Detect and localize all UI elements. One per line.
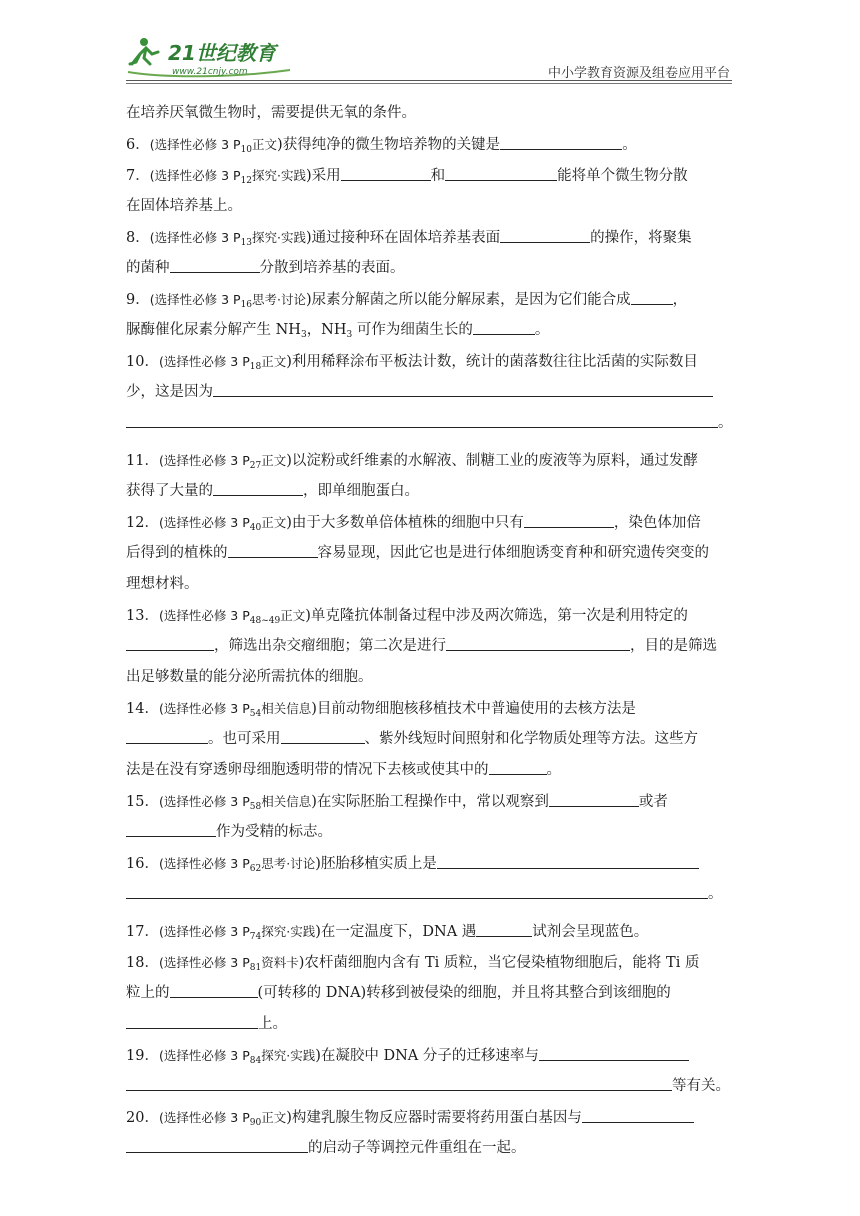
- question-13: 13．(选择性必修 3 $P_{48\sim 49}$正文)单克隆抗体制备过程中涉及两次筛选，第一次是利用特定的: [126, 608, 688, 626]
- question-14: 14．(选择性必修 3 $P_{54}$相关信息)目前动物细胞核移植技术中普遍使用的去核方法是: [126, 701, 636, 719]
- answer-blank[interactable]: [524, 513, 614, 528]
- answer-blank[interactable]: [631, 290, 673, 305]
- question-16: 16．(选择性必修 3 $P_{62}$思考·讨论)胚胎移植实质上是: [126, 848, 734, 879]
- answer-blank[interactable]: [582, 1108, 694, 1123]
- page-header: [0, 0, 860, 90]
- answer-blank[interactable]: [500, 228, 590, 243]
- answer-blank[interactable]: [170, 983, 258, 998]
- answer-blank[interactable]: [126, 1014, 258, 1029]
- question-15: 15．(选择性必修 3 $P_{58}$相关信息)在实际胚胎工程操作中，常以观察到 或者: [126, 794, 668, 812]
- question-10: 10．(选择性必修 3 $P_{18}$正文)利用稀释涂布平板法计数，统计的菌落数往往比活菌的实际数目: [126, 354, 698, 372]
- answer-blank[interactable]: [446, 636, 630, 651]
- question-13-cont: ，筛选出杂交瘤细胞；第二次是进行 ，目的是筛选: [126, 631, 734, 662]
- header-rule-thin: [126, 83, 732, 84]
- platform-name: 中小学教育资源及组卷应用平台: [547, 66, 730, 81]
- answer-blank[interactable]: [126, 822, 216, 837]
- answer-blank[interactable]: [126, 1076, 672, 1091]
- answer-blank[interactable]: [473, 320, 535, 335]
- answer-blank[interactable]: [489, 760, 547, 775]
- question-7-cont: 在固体培养基上。: [126, 198, 242, 214]
- question-12-cont2: 理想材料。: [126, 576, 199, 592]
- answer-blank[interactable]: [213, 382, 713, 397]
- answer-blank[interactable]: [437, 854, 699, 869]
- question-19: 19．(选择性必修 3 $P_{84}$探究·实践)在凝胶中 DNA 分子的迁移速率与: [126, 1040, 734, 1071]
- question-15-cont: 作为受精的标志。: [126, 817, 734, 848]
- question-14-cont: 。也可采用 、紫外线短时间照射和化学物质处理等方法。这些方: [126, 724, 734, 755]
- question-11: 11．(选择性必修 3 $P_{27}$正文)以淀粉或纤维素的水解液、制糖工业的废液等为原料，通过发酵: [126, 453, 698, 471]
- question-10-cont: 少，这是因为: [126, 377, 734, 408]
- question-16-cont: 。: [126, 879, 734, 910]
- logo: [124, 34, 294, 80]
- answer-blank[interactable]: [126, 413, 718, 428]
- question-14-cont2: 法是在没有穿透卵母细胞透明带的情况下去核或使其中的 。: [126, 762, 561, 778]
- answer-blank[interactable]: [228, 543, 318, 558]
- answer-blank[interactable]: [126, 636, 214, 651]
- header-rule: [126, 80, 732, 81]
- answer-blank[interactable]: [445, 166, 557, 181]
- question-18-cont: 粒上的 (可转移的 DNA)转移到被侵染的细胞，并且将其整合到该细胞的: [126, 985, 671, 1001]
- answer-blank[interactable]: [281, 729, 365, 744]
- answer-blank[interactable]: [500, 135, 622, 150]
- question-20-cont: 的启动子等调控元件重组在一起。: [126, 1133, 734, 1164]
- question-7: 7．(选择性必修 3 $P_{12}$探究·实践)采用 和 能将单个微生物分散: [126, 168, 688, 186]
- answer-blank[interactable]: [126, 1138, 308, 1153]
- question-10-cont2: 。: [126, 408, 734, 439]
- question-19-cont: 等有关。: [126, 1071, 734, 1102]
- question-8: 8．(选择性必修 3 $P_{13}$探究·实践)通过接种环在固体培养基表面 的操作，将聚集: [126, 230, 692, 248]
- question-17: 17．(选择性必修 3 $P_{74}$探究·实践)在一定温度下，DNA 遇 试剂会呈现蓝色。: [126, 924, 649, 942]
- question-18-cont2: 上。: [126, 1009, 734, 1040]
- answer-blank[interactable]: [539, 1046, 689, 1061]
- answer-blank[interactable]: [126, 884, 708, 899]
- question-12: 12．(选择性必修 3 $P_{40}$正文)由于大多数单倍体植株的细胞中只有 ，染色体加倍: [126, 515, 701, 533]
- question-9: 9．(选择性必修 3 $P_{16}$思考·讨论)尿素分解菌之所以能分解尿素，是因为它们能合成 ，: [126, 292, 688, 310]
- question-13-cont2: 出足够数量的能分泌所需抗体的细胞。: [126, 669, 373, 685]
- question-list: [126, 98, 734, 1164]
- answer-blank[interactable]: [476, 922, 532, 937]
- answer-blank[interactable]: [341, 166, 431, 181]
- question-11-cont: 获得了大量的 ，即单细胞蛋白。: [126, 483, 419, 499]
- text-line: 在培养厌氧微生物时，需要提供无氧的条件。: [126, 105, 416, 121]
- answer-blank[interactable]: [170, 258, 260, 273]
- answer-blank[interactable]: [213, 481, 303, 496]
- question-18: 18．(选择性必修 3 $P_{81}$资料卡)农杆菌细胞内含有 Ti 质粒，当它侵染植物细胞后，能将 Ti 质: [126, 955, 700, 973]
- question-20: 20．(选择性必修 3 $P_{90}$正文)构建乳腺生物反应器时需要将药用蛋白基因与: [126, 1102, 734, 1133]
- question-6: 6．(选择性必修 3 $P_{10}$正文)获得纯净的微生物培养物的关键是 。: [126, 137, 637, 155]
- logo-url: www.21cnjy.com: [172, 67, 248, 77]
- question-8-cont: 的菌种 分散到培养基的表面。: [126, 260, 405, 276]
- question-12-cont: 后得到的植株的 容易显现，因此它也是进行体细胞诱变育种和研究遗传突变的: [126, 545, 709, 561]
- answer-blank[interactable]: [126, 729, 208, 744]
- answer-blank[interactable]: [549, 792, 639, 807]
- question-9-cont: 脲酶催化尿素分解产生 $NH_3$，$NH_3$ 可作为细菌生长的 。: [126, 322, 550, 340]
- logo-text: 21世纪教育: [168, 41, 276, 65]
